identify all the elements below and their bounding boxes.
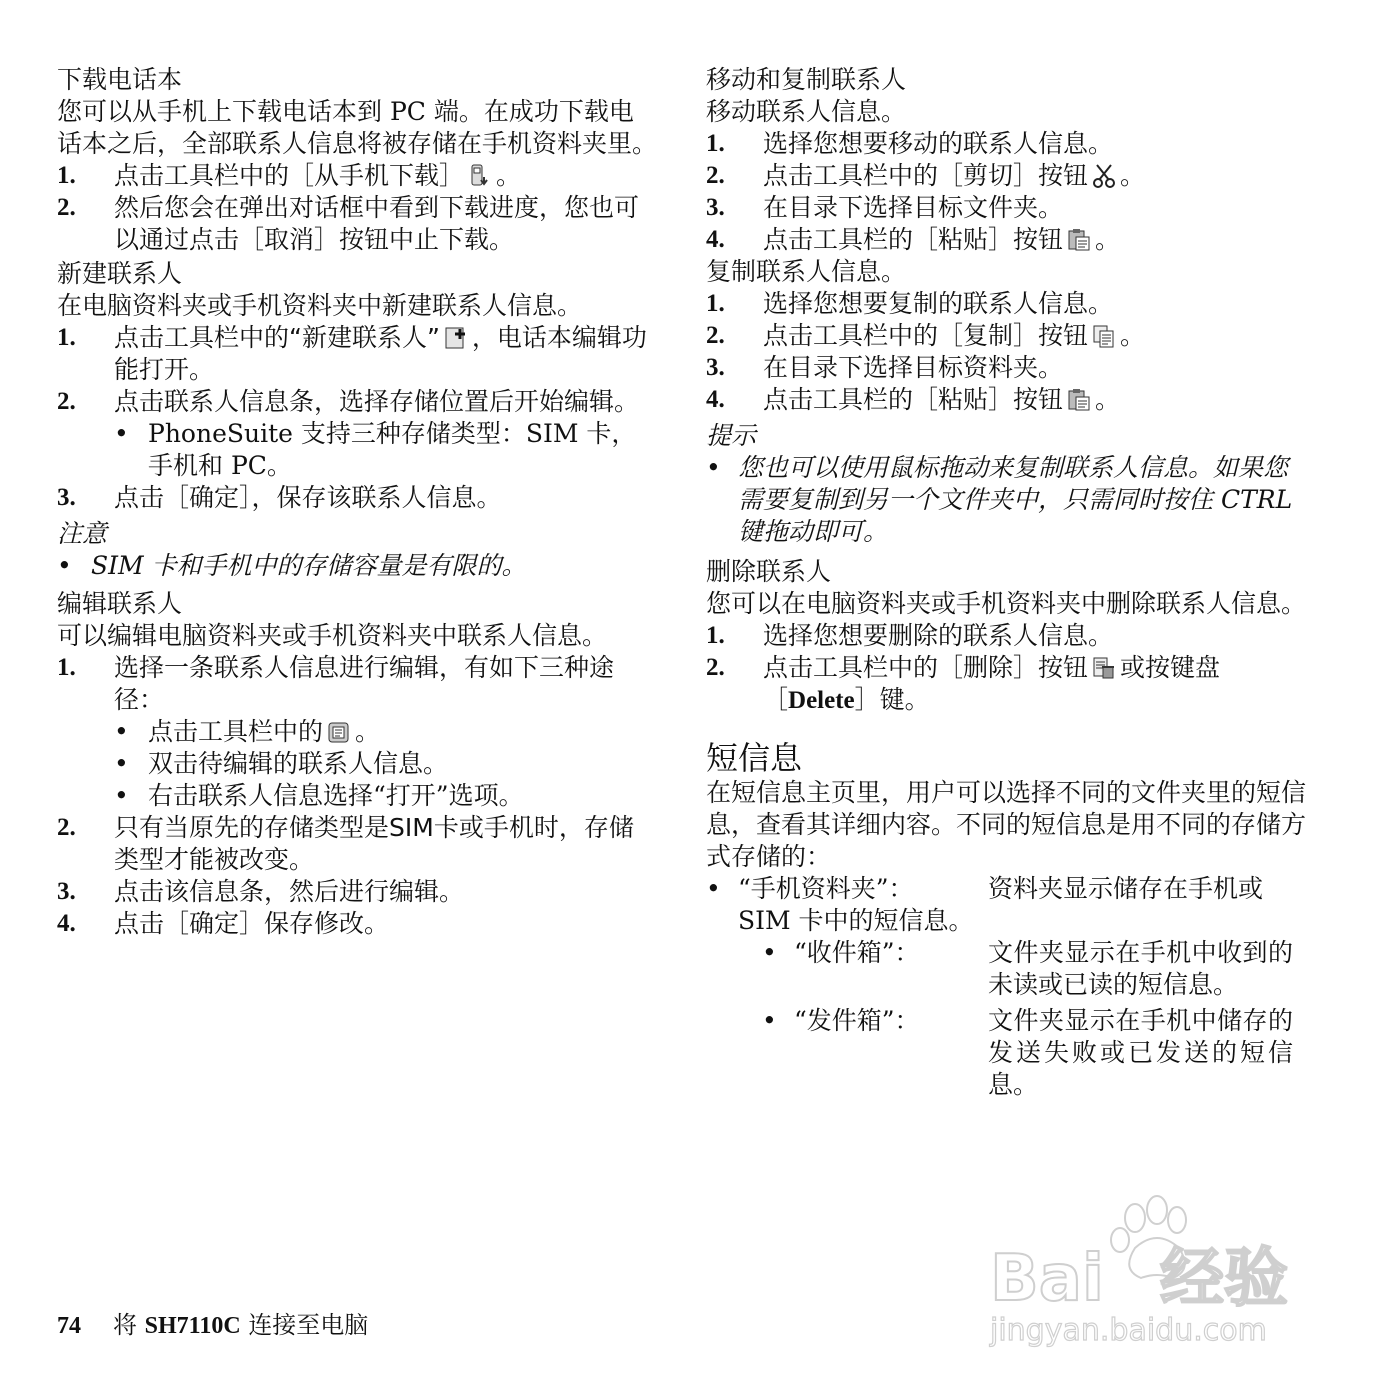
right-column xyxy=(706,62,1306,1101)
download-step-1: 1. 点击工具栏中的［从手机下载］ 。 xyxy=(57,161,522,190)
copy-step-4: 4. 点击工具栏的［粘贴］按钮 。 xyxy=(706,385,1121,414)
move-step-4: 4. 点击工具栏的［粘贴］按钮 。 xyxy=(706,225,1121,254)
copy-step-2: 2. 点击工具栏中的［复制］按钮 。 xyxy=(706,321,1146,350)
notice-item: • SIM 卡和手机中的存储容量是有限的。 xyxy=(57,551,527,580)
section-title-delete: 删除联系人 xyxy=(706,557,832,586)
copy-icon xyxy=(1091,323,1117,349)
baidu-watermark-logo xyxy=(985,1190,1315,1350)
delete-intro: 您可以在电脑资料夹或手机资料夹中删除联系人信息。 xyxy=(706,589,1307,618)
edit-step-3: 3. 点击该信息条，然后进行编辑。 xyxy=(57,877,465,906)
delete-key: Delete xyxy=(788,687,855,714)
sms-outbox: • “发件箱”： 文件夹显示在手机中储存的发送失败或已发送的短信息。 xyxy=(762,1006,1293,1099)
move-step-2: 2. 点击工具栏中的［剪切］按钮 。 xyxy=(706,161,1146,190)
svg-text:jingyan.baidu.com: jingyan.baidu.com xyxy=(990,1313,1267,1348)
new-contact-intro: 在电脑资料夹或手机资料夹中新建联系人信息。 xyxy=(57,291,583,320)
section-title-move-copy: 移动和复制联系人 xyxy=(706,65,907,94)
svg-text:Bai: Bai xyxy=(990,1242,1104,1316)
edit-step-2: 2. 只有当原先的存储类型是SIM卡或手机时，存储类型才能被改变。 xyxy=(57,813,634,874)
edit-card-icon xyxy=(326,719,352,745)
section-title-edit: 编辑联系人 xyxy=(57,589,183,618)
section-title-new-contact: 新建联系人 xyxy=(57,259,183,288)
move-step-1: 1. 选择您想要移动的联系人信息。 xyxy=(706,129,1114,158)
tip-title: 提示 xyxy=(706,421,757,450)
copy-step-3: 3. 在目录下选择目标资料夹。 xyxy=(706,353,1064,382)
edit-step-1: 1. 选择一条联系人信息进行编辑，有如下三种途径： xyxy=(57,653,615,714)
new-contact-step-3: 3. 点击［确定］，保存该联系人信息。 xyxy=(57,483,502,512)
sms-inbox: • “收件箱”： 文件夹显示在手机中收到的未读或已读的短信息。 xyxy=(762,938,1293,999)
notice-title: 注意 xyxy=(57,519,108,548)
paste-icon xyxy=(1066,387,1092,413)
tip-item: • 您也可以使用鼠标拖动来复制联系人信息。如果您需要复制到另一个文件夹中，只需同时按住 CTRL 键拖动即可。 xyxy=(706,453,1293,546)
new-contact-step-1: 1. 点击工具栏中的“新建联系人” ，电话本编辑功能打开。 xyxy=(57,323,647,384)
edit-bullet-3: • 右击联系人信息选择“打开”选项。 xyxy=(114,781,524,810)
sms-phone-folder: • “手机资料夹”： 资料夹显示储存在手机或SIM 卡中的短信息。 xyxy=(706,874,1264,935)
download-intro: 您可以从手机上下载电话本到 PC 端。在成功下载电话本之后，全部联系人信息将被存储在手机资料夹里。 xyxy=(57,97,658,158)
delete-icon xyxy=(1091,655,1117,681)
edit-intro: 可以编辑电脑资料夹或手机资料夹中联系人信息。 xyxy=(57,621,608,650)
storage-types-bullet: • PhoneSuite 支持三种存储类型：SIM 卡，手机和 PC。 xyxy=(114,419,637,480)
new-contact-step-2: 2. 点击联系人信息条，选择存储位置后开始编辑。 xyxy=(57,387,640,416)
move-step-3: 3. 在目录下选择目标文件夹。 xyxy=(706,193,1064,222)
section-title-download: 下载电话本 xyxy=(57,65,183,94)
page-footer: 74 将 SH7110C 连接至电脑 xyxy=(57,1311,369,1339)
delete-step-1: 1. 选择您想要删除的联系人信息。 xyxy=(706,621,1114,650)
left-column xyxy=(57,62,657,940)
edit-bullet-1: • 点击工具栏中的 。 xyxy=(114,717,381,746)
edit-step-4: 4. 点击［确定］保存修改。 xyxy=(57,909,390,938)
sms-intro: 在短信息主页里，用户可以选择不同的文件夹里的短信息，查看其详细内容。不同的短信息是用不同的存储方式存储的： xyxy=(706,778,1307,871)
copy-step-1: 1. 选择您想要复制的联系人信息。 xyxy=(706,289,1114,318)
delete-step-2: 2. 点击工具栏中的［删除］按钮 或按键盘［Delete］键。 xyxy=(706,653,1221,714)
section-title-sms: 短信息 xyxy=(706,739,803,777)
phone-download-icon xyxy=(467,163,493,189)
page-number: 74 xyxy=(57,1313,81,1339)
edit-bullet-2: • 双击待编辑的联系人信息。 xyxy=(114,749,449,778)
paste-icon xyxy=(1066,227,1092,253)
download-step-2: 2. 然后您会在弹出对话框中看到下载进度，您也可以通过点击［取消］按钮中止下载。 xyxy=(57,193,640,254)
new-contact-icon xyxy=(443,325,469,351)
svg-text:经验: 经验 xyxy=(1160,1242,1288,1316)
model-name: SH7110C xyxy=(144,1313,241,1339)
move-intro: 移动联系人信息。 xyxy=(706,97,907,126)
download-step-1-text: 点击工具栏中的［从手机下载］ xyxy=(114,161,465,190)
scissors-icon xyxy=(1091,163,1117,189)
copy-intro: 复制联系人信息。 xyxy=(706,257,907,286)
